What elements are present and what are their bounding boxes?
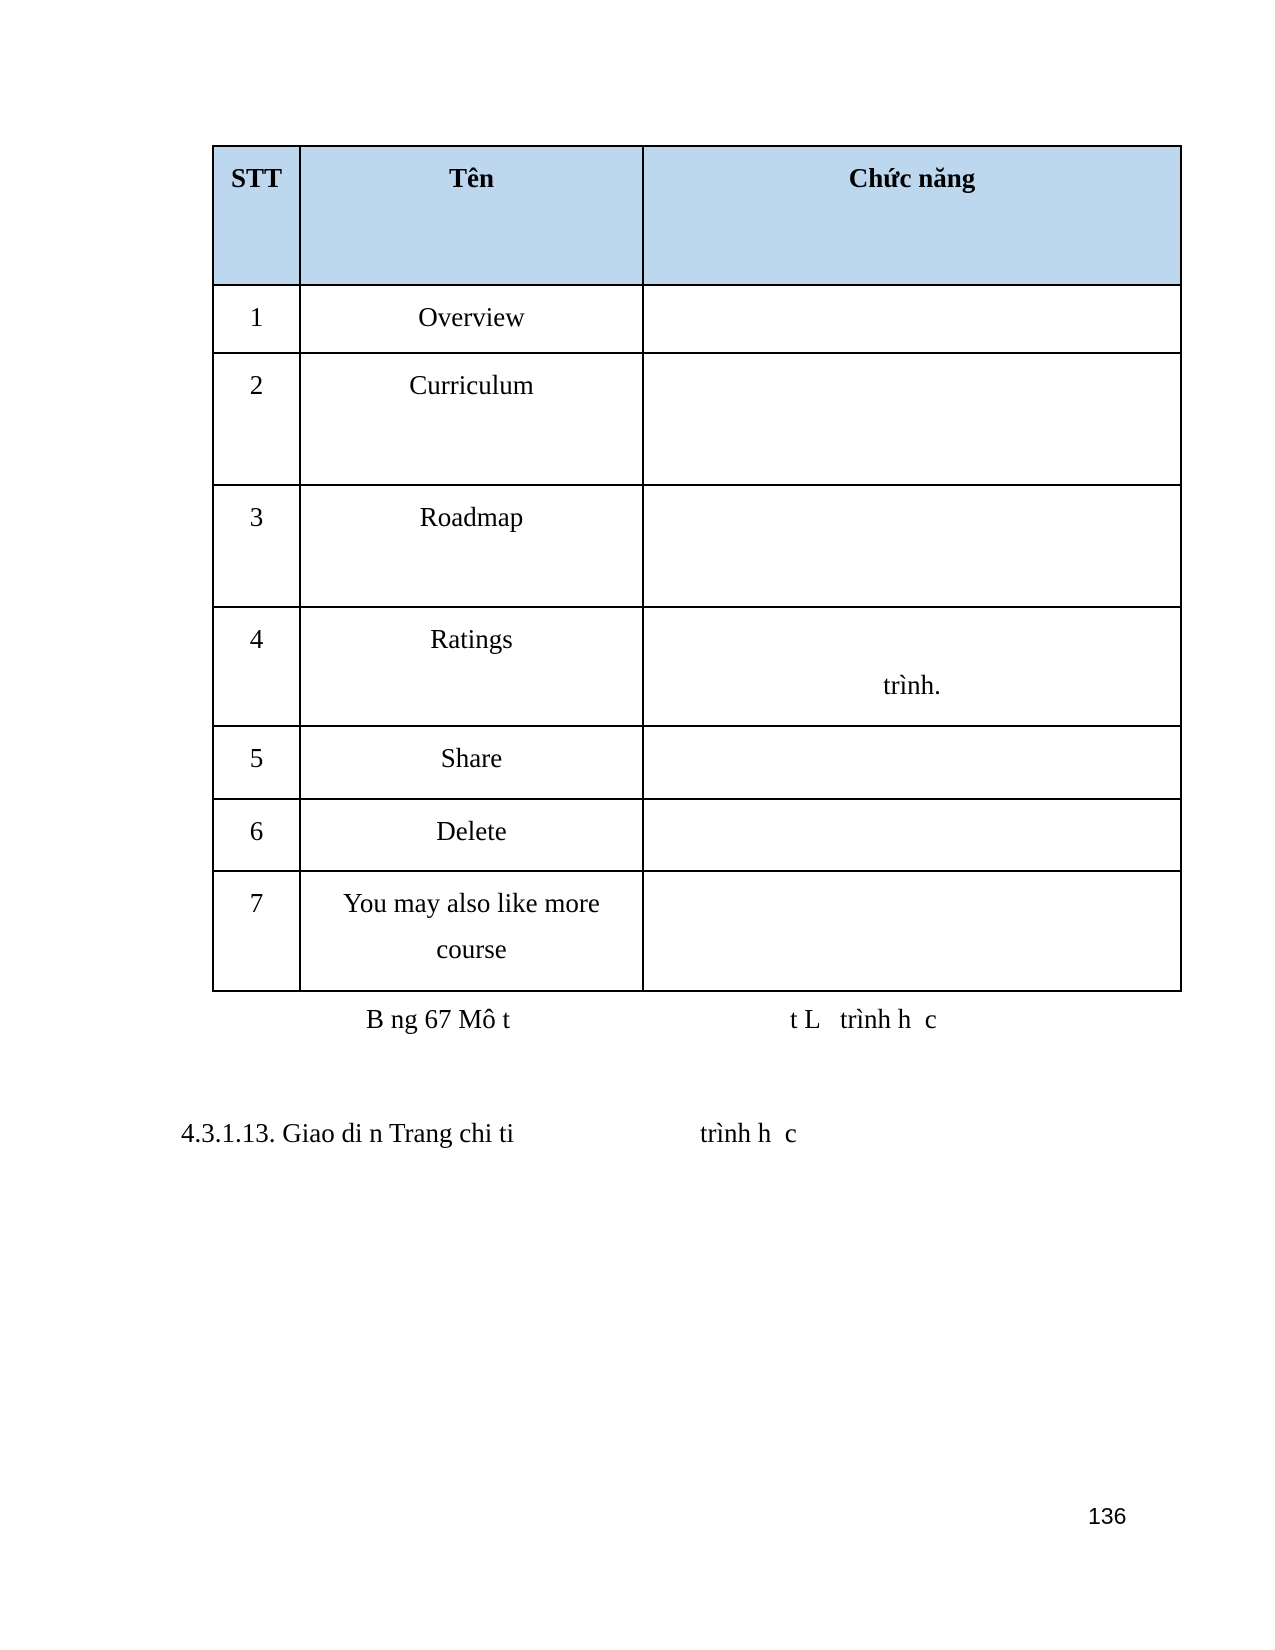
- cell-ten: Ratings: [300, 607, 643, 726]
- cell-stt: 7: [213, 871, 300, 991]
- cell-chucnang: [643, 485, 1181, 607]
- header-cell-stt: STT: [213, 146, 300, 285]
- cell-stt: 2: [213, 353, 300, 485]
- section-heading-right: trình h c: [700, 1118, 797, 1148]
- table-row: [213, 607, 1181, 726]
- cell-ten: You may also like more course: [300, 871, 643, 991]
- cell-chucnang: [643, 285, 1181, 353]
- cell-ten: Share: [300, 726, 643, 799]
- cell-chucnang: [643, 353, 1181, 485]
- page-number: 136: [1088, 1503, 1127, 1529]
- header-cell-ten: Tên: [300, 146, 643, 285]
- cell-stt: 3: [213, 485, 300, 607]
- cell-stt: 1: [213, 285, 300, 353]
- cell-stt: 4: [213, 607, 300, 726]
- cell-ten: Curriculum: [300, 353, 643, 485]
- cell-stt: 6: [213, 799, 300, 871]
- table-row: [213, 799, 1181, 871]
- cell-chucnang: [643, 799, 1181, 871]
- table-row: [213, 485, 1181, 607]
- table-caption-right: t L trình h c: [790, 1004, 937, 1034]
- table-row: [213, 353, 1181, 485]
- cell-chucnang: [643, 607, 1181, 726]
- description-table: [212, 145, 1182, 992]
- table-row: [213, 726, 1181, 799]
- table-header-row: [213, 146, 1181, 285]
- cell-chucnang: [643, 871, 1181, 991]
- cell-ten: Roadmap: [300, 485, 643, 607]
- cell-ten: Delete: [300, 799, 643, 871]
- table-row: [213, 871, 1181, 991]
- cell-stt: 5: [213, 726, 300, 799]
- cell-chucnang: [643, 726, 1181, 799]
- text-fragment: trình.: [883, 670, 941, 700]
- header-cell-chucnang: Chức năng: [643, 146, 1181, 285]
- table-row: [213, 285, 1181, 353]
- section-heading-left: 4.3.1.13. Giao di n Trang chi ti: [181, 1118, 515, 1148]
- table-caption-left: B ng 67 Mô t: [366, 1004, 511, 1034]
- cell-ten: Overview: [300, 285, 643, 353]
